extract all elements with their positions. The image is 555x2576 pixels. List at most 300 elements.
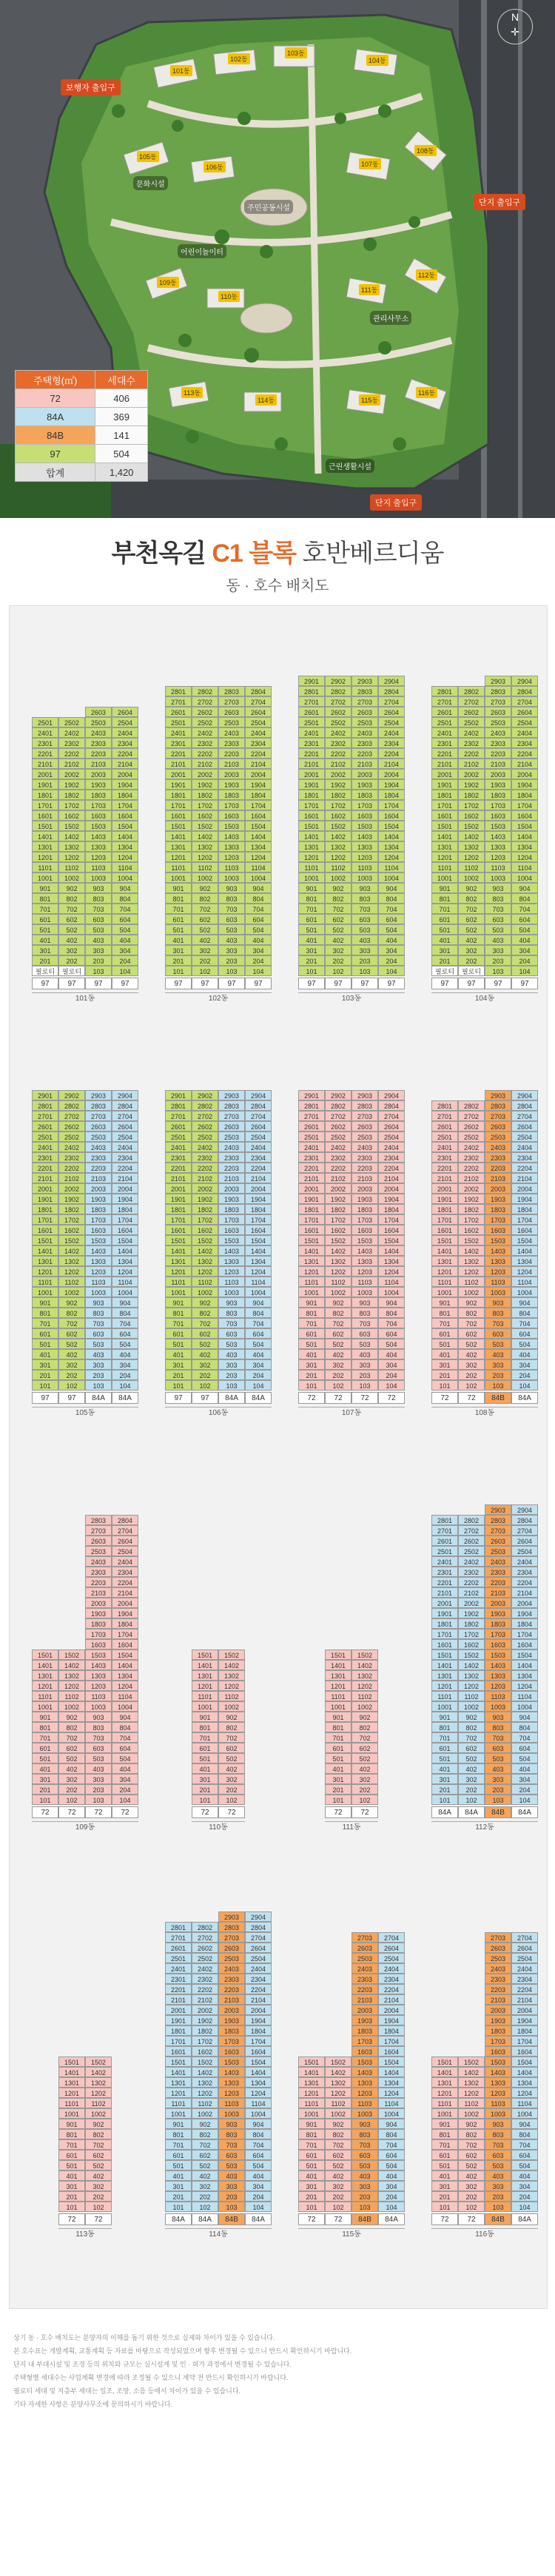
unit-cell: 1603 [218, 1225, 245, 1235]
unit-cell: 2003 [485, 2005, 511, 2015]
unit-cell: 702 [85, 2139, 112, 2150]
unit-cell: 2002 [325, 1183, 352, 1194]
unit-cell: 704 [112, 1318, 138, 1328]
unit-cell: 2304 [245, 1974, 272, 1984]
unit-cell: 103 [218, 966, 245, 976]
unit-cell: 704 [245, 2139, 272, 2150]
unit-cell: 1001 [58, 2108, 85, 2119]
unit-cell: 1802 [458, 790, 485, 800]
unit-cell: 104 [112, 1795, 138, 1805]
unit-cell: 501 [58, 2160, 85, 2170]
unit-cell: 902 [325, 883, 352, 893]
unit-cell: 1202 [325, 1266, 352, 1277]
unit-cell: 1701 [298, 1214, 325, 1225]
unit-cell: 403 [485, 935, 511, 945]
unit-cell: 1301 [431, 841, 458, 852]
unit-cell: 1604 [112, 1225, 138, 1235]
unit-cell: 2004 [511, 1598, 538, 1608]
unit-cell: 2004 [511, 769, 538, 779]
unit-cell: 1903 [485, 1194, 511, 1204]
unit-cell: 1501 [431, 2057, 458, 2067]
unit-cell: 604 [378, 914, 405, 924]
unit-cell: 103 [485, 966, 511, 976]
unit-cell: 2102 [325, 759, 352, 769]
unit-cell: 102 [325, 2202, 352, 2212]
unit-cell: 2103 [352, 1173, 378, 1183]
unit-cell: 604 [112, 914, 138, 924]
unit-cell: 803 [352, 2129, 378, 2139]
unit-cell: 802 [58, 1722, 85, 1732]
unit-cell: 402 [325, 1349, 352, 1359]
unit-cell: 701 [298, 2139, 325, 2150]
unit-cell: 1601 [298, 1225, 325, 1235]
unit-cell: 1804 [112, 1204, 138, 1214]
unit-cell: 1603 [352, 1225, 378, 1235]
building-name: 103동 [298, 992, 405, 1006]
unit-cell: 2901 [165, 1090, 192, 1100]
unit-cell: 1801 [32, 790, 58, 800]
unit-cell: 1404 [245, 831, 272, 841]
unit-cell: 1904 [378, 779, 405, 790]
unit-cell: 703 [218, 2139, 245, 2150]
unit-cell: 101 [298, 966, 325, 976]
unit-cell: 2003 [85, 769, 112, 779]
unit-cell: 1504 [245, 2057, 272, 2067]
unit-cell: 2804 [245, 686, 272, 696]
unit-cell: 1902 [458, 779, 485, 790]
unit-cell: 2703 [218, 696, 245, 707]
unit-cell: 1104 [245, 1277, 272, 1287]
unit-cell: 1904 [511, 2015, 538, 2025]
unit-cell: 2403 [352, 1963, 378, 1974]
unit-cell: 1704 [112, 1214, 138, 1225]
unit-cell: 1101 [192, 1691, 218, 1701]
unit-cell: 904 [511, 2119, 538, 2129]
unit-cell: 2901 [298, 676, 325, 686]
unit-cell: 2102 [325, 1173, 352, 1183]
unit-cell: 404 [245, 935, 272, 945]
unit-cell: 1102 [218, 1691, 245, 1701]
unit-cell: 2603 [218, 707, 245, 717]
unit-cell: 202 [325, 1370, 352, 1380]
unit-cell: 1101 [325, 1691, 352, 1701]
unit-cell: 704 [245, 904, 272, 914]
unit-cell: 1003 [352, 2108, 378, 2119]
unit-cell: 1803 [485, 2025, 511, 2036]
unit-cell: 2702 [58, 1111, 85, 1121]
unit-cell: 204 [112, 1784, 138, 1795]
unit-cell: 503 [218, 2160, 245, 2170]
unit-type-label: 72 [218, 1806, 245, 1818]
unit-cell: 1903 [485, 1608, 511, 1618]
unit-cell: 804 [245, 893, 272, 904]
unit-cell: 303 [352, 1359, 378, 1370]
unit-cell: 502 [458, 924, 485, 935]
unit-cell: 801 [32, 1722, 58, 1732]
unit-cell: 2301 [32, 1152, 58, 1163]
building-tag: 113동 [181, 387, 203, 398]
unit-cell: 2304 [511, 1567, 538, 1577]
unit-cell: 1703 [218, 800, 245, 810]
unit-cell: 1002 [458, 872, 485, 883]
unit-cell: 1604 [378, 2046, 405, 2057]
unit-cell: 1704 [378, 2036, 405, 2046]
unit-cell: 201 [165, 955, 192, 966]
unit-cell: 204 [378, 1370, 405, 1380]
unit-cell: 2404 [511, 1963, 538, 1974]
unit-cell: 703 [85, 1732, 112, 1743]
unit-type-label: 72 [325, 1806, 352, 1818]
unit-cell: 2501 [165, 1953, 192, 1963]
unit-cell: 1103 [85, 1277, 112, 1287]
unit-cell: 301 [298, 2181, 325, 2191]
unit-cell: 1501 [165, 1235, 192, 1245]
unit-cell: 1301 [32, 841, 58, 852]
unit-cell: 2303 [218, 738, 245, 748]
unit-cell: 2301 [165, 1152, 192, 1163]
unit-cell: 1401 [298, 1245, 325, 1256]
unit-cell: 303 [218, 945, 245, 955]
unit-cell: 701 [192, 1732, 218, 1743]
unit-cell: 2303 [352, 738, 378, 748]
unit-cell: 1001 [32, 872, 58, 883]
unit-cell: 2903 [485, 676, 511, 686]
unit-cell: 2803 [218, 1100, 245, 1111]
unit-cell: 2501 [32, 717, 58, 727]
unit-cell: 1002 [218, 1701, 245, 1712]
unit-cell: 1503 [85, 1235, 112, 1245]
unit-cell: 601 [32, 1328, 58, 1339]
unit-cell: 1302 [192, 841, 218, 852]
unit-cell: 1402 [58, 831, 85, 841]
unit-cell: 2001 [165, 769, 192, 779]
unit-cell: 1302 [458, 2077, 485, 2088]
unit-cell: 1802 [58, 790, 85, 800]
unit-cell: 201 [165, 1370, 192, 1380]
unit-cell: 302 [218, 1774, 245, 1784]
unit-cell: 404 [378, 935, 405, 945]
unit-cell: 102 [192, 966, 218, 976]
unit-cell: 2804 [511, 1515, 538, 1525]
unit-cell: 604 [511, 1328, 538, 1339]
unit-cell: 1101 [298, 862, 325, 872]
unit-cell: 803 [352, 1308, 378, 1318]
unit-cell: 901 [298, 1297, 325, 1308]
unit-cell: 103 [85, 1380, 112, 1390]
unit-cell: 2004 [378, 2005, 405, 2015]
unit-cell: 704 [378, 1318, 405, 1328]
unit-cell: 1003 [485, 1701, 511, 1712]
unit-cell: 1202 [85, 2088, 112, 2098]
unit-cell: 1504 [112, 1649, 138, 1660]
unit-cell: 102 [325, 966, 352, 976]
unit-cell: 601 [165, 1328, 192, 1339]
unit-cell: 601 [165, 914, 192, 924]
unit-cell: 1604 [378, 1225, 405, 1235]
unit-cell: 1504 [112, 1235, 138, 1245]
unit-cell: 902 [58, 883, 85, 893]
unit-cell: 2002 [58, 769, 85, 779]
unit-cell: 102 [218, 1795, 245, 1805]
unit-cell: 1204 [378, 852, 405, 862]
building-name: 109동 [32, 1821, 138, 1835]
unit-cell: 2102 [458, 759, 485, 769]
unit-cell: 101 [192, 1795, 218, 1805]
unit-cell: 2503 [85, 717, 112, 727]
unit-cell: 2202 [58, 748, 85, 759]
unit-cell: 1203 [485, 1681, 511, 1691]
unit-cell: 602 [325, 1328, 352, 1339]
unit-cell: 2403 [485, 1556, 511, 1567]
legend-total-count: 1,420 [95, 463, 148, 482]
unit-cell: 1803 [218, 790, 245, 800]
unit-cell: 1503 [352, 1235, 378, 1245]
unit-cell: 1903 [485, 779, 511, 790]
unit-cell: 502 [192, 1339, 218, 1349]
unit-cell: 201 [32, 1370, 58, 1380]
unit-cell: 1102 [352, 1691, 378, 1701]
unit-cell: 2404 [511, 1556, 538, 1567]
legend-total-label: 합계 [16, 463, 95, 482]
unit-type-label: 72 [298, 1392, 325, 1404]
unit-cell: 1202 [458, 1681, 485, 1691]
unit-cell: 1403 [352, 831, 378, 841]
unit-cell: 304 [378, 1359, 405, 1370]
unit-type-label: 97 [458, 978, 485, 989]
note-item: 주택형별 세대수는 사업계획 변경에 따라 조정될 수 있으니 계약 전 반드시 확인하시기 바랍니다. [13, 2374, 289, 2381]
unit-cell: 1504 [511, 821, 538, 831]
unit-cell: 1704 [112, 800, 138, 810]
unit-cell: 2404 [112, 727, 138, 738]
building-tag: 110동 [218, 291, 240, 302]
unit-cell: 701 [165, 1318, 192, 1328]
unit-cell: 2503 [352, 1953, 378, 1963]
unit-cell: 1301 [165, 1256, 192, 1266]
unit-cell: 703 [352, 1318, 378, 1328]
unit-cell: 1802 [192, 2025, 218, 2036]
unit-cell: 704 [511, 904, 538, 914]
unit-cell: 902 [458, 1297, 485, 1308]
unit-cell: 2903 [485, 1090, 511, 1100]
unit-cell: 2601 [431, 707, 458, 717]
unit-cell: 2704 [112, 1111, 138, 1121]
unit-cell: 502 [58, 1753, 85, 1763]
unit-cell: 201 [431, 955, 458, 966]
unit-cell: 404 [511, 1763, 538, 1774]
unit-cell: 1602 [325, 810, 352, 821]
unit-cell: 402 [458, 935, 485, 945]
unit-cell: 603 [352, 1328, 378, 1339]
unit-cell: 803 [352, 893, 378, 904]
title-suffix: 호반베르디움 [302, 539, 444, 568]
unit-cell: 401 [165, 935, 192, 945]
unit-cell: 2204 [112, 1577, 138, 1587]
unit-cell: 202 [192, 2191, 218, 2202]
unit-cell: 203 [485, 1784, 511, 1795]
unit-cell: 1303 [485, 1670, 511, 1681]
unit-cell: 2304 [112, 1152, 138, 1163]
unit-type-label: 84B [485, 1392, 511, 1404]
unit-cell: 1503 [85, 1649, 112, 1660]
unit-cell: 1302 [192, 2077, 218, 2088]
building-tag: 112동 [416, 269, 437, 280]
unit-cell: 2702 [192, 696, 218, 707]
unit-cell: 104 [112, 1380, 138, 1390]
unit-cell: 1803 [485, 790, 511, 800]
unit-cell: 1404 [112, 1245, 138, 1256]
unit-cell: 201 [58, 2191, 85, 2202]
unit-cell: 1301 [32, 1670, 58, 1681]
unit-cell: 1502 [352, 1649, 378, 1660]
unit-cell: 2001 [32, 769, 58, 779]
unit-cell: 2903 [85, 1090, 112, 1100]
unit-cell: 2301 [165, 738, 192, 748]
unit-cell: 1901 [431, 779, 458, 790]
unit-cell: 1403 [485, 1660, 511, 1670]
unit-cell: 1304 [245, 1256, 272, 1266]
unit-cell: 2102 [458, 1173, 485, 1183]
unit-cell: 1204 [378, 1266, 405, 1277]
unit-cell: 1001 [32, 1701, 58, 1712]
unit-cell: 2004 [245, 1183, 272, 1194]
unit-cell: 2904 [112, 1090, 138, 1100]
unit-cell: 1701 [32, 1214, 58, 1225]
unit-cell: 702 [325, 1318, 352, 1328]
unit-cell: 2001 [32, 1183, 58, 1194]
unit-cell: 401 [431, 935, 458, 945]
unit-cell: 303 [85, 945, 112, 955]
unit-cell: 2904 [511, 676, 538, 686]
unit-cell: 1401 [32, 1660, 58, 1670]
unit-cell: 2302 [192, 1974, 218, 1984]
unit-cell: 2203 [352, 1163, 378, 1173]
unit-cell: 2503 [218, 717, 245, 727]
unit-cell: 2903 [485, 1504, 511, 1515]
unit-cell: 1102 [192, 862, 218, 872]
unit-cell: 2002 [458, 1183, 485, 1194]
unit-cell: 1802 [458, 1618, 485, 1629]
unit-cell: 1304 [112, 1256, 138, 1266]
unit-cell: 2203 [85, 1577, 112, 1587]
unit-cell: 602 [458, 1328, 485, 1339]
unit-cell: 403 [85, 935, 112, 945]
unit-cell: 2401 [298, 1142, 325, 1152]
unit-cell: 2201 [165, 748, 192, 759]
unit-type-label: 84A [245, 1392, 272, 1404]
unit-cell: 2004 [112, 1598, 138, 1608]
unit-cell: 1404 [245, 1245, 272, 1256]
unit-cell: 1501 [32, 1649, 58, 1660]
unit-cell: 603 [218, 2150, 245, 2160]
unit-cell: 1801 [298, 790, 325, 800]
unit-cell: 2503 [218, 1131, 245, 1142]
unit-type-label: 97 [32, 1392, 58, 1404]
unit-cell: 301 [58, 2181, 85, 2191]
unit-type-label: 72 [192, 1806, 218, 1818]
unit-cell: 1804 [245, 2025, 272, 2036]
unit-cell: 1104 [245, 862, 272, 872]
unit-cell: 2101 [165, 1994, 192, 2005]
unit-cell: 903 [218, 883, 245, 893]
unit-cell: 1301 [431, 1256, 458, 1266]
unit-cell: 104 [245, 2202, 272, 2212]
unit-cell: 2202 [58, 1163, 85, 1173]
unit-cell: 603 [485, 2150, 511, 2160]
unit-cell: 2802 [192, 1100, 218, 1111]
unit-cell: 304 [378, 945, 405, 955]
unit-cell: 1303 [218, 1256, 245, 1266]
unit-cell: 2704 [112, 1525, 138, 1536]
unit-cell: 1403 [85, 1660, 112, 1670]
unit-cell: 903 [85, 883, 112, 893]
unit-cell: 301 [32, 1359, 58, 1370]
unit-cell: 1204 [511, 1681, 538, 1691]
unit-cell: 1804 [511, 1204, 538, 1214]
unit-cell: 901 [298, 883, 325, 893]
unit-cell: 701 [298, 1318, 325, 1328]
unit-cell: 1002 [352, 1701, 378, 1712]
unit-cell: 2903 [352, 676, 378, 686]
unit-cell: 2103 [352, 1994, 378, 2005]
unit-cell: 1502 [325, 1235, 352, 1245]
building-name: 114동 [165, 2228, 272, 2242]
unit-cell: 1001 [298, 872, 325, 883]
unit-cell: 904 [511, 1297, 538, 1308]
unit-cell: 204 [511, 1784, 538, 1795]
unit-cell: 2703 [485, 696, 511, 707]
unit-cell: 1503 [352, 2057, 378, 2067]
unit-cell: 1002 [325, 2108, 352, 2119]
unit-cell: 1501 [325, 1649, 352, 1660]
unit-cell: 802 [58, 893, 85, 904]
unit-cell: 503 [352, 924, 378, 935]
unit-cell: 203 [485, 2191, 511, 2202]
unit-cell: 203 [85, 1784, 112, 1795]
unit-cell: 801 [298, 893, 325, 904]
unit-cell: 2803 [352, 1100, 378, 1111]
unit-cell: 1602 [458, 1639, 485, 1649]
unit-cell: 704 [511, 2139, 538, 2150]
unit-cell: 1804 [511, 790, 538, 800]
unit-cell: 702 [192, 1318, 218, 1328]
unit-cell: 801 [431, 1308, 458, 1318]
unit-cell: 1904 [511, 779, 538, 790]
unit-cell: 1904 [112, 779, 138, 790]
building-tag: 104동 [366, 55, 388, 66]
unit-cell: 604 [245, 1328, 272, 1339]
unit-cell: 201 [298, 1370, 325, 1380]
unit-cell: 901 [192, 1712, 218, 1722]
unit-cell: 402 [325, 2170, 352, 2181]
unit-type-label: 84B [485, 1806, 511, 1818]
unit-cell: 2102 [192, 1173, 218, 1183]
unit-cell: 2603 [85, 707, 112, 717]
unit-cell: 2103 [85, 759, 112, 769]
unit-cell: 2004 [511, 1183, 538, 1194]
unit-cell: 601 [298, 914, 325, 924]
unit-cell: 1404 [511, 1660, 538, 1670]
unit-cell: 1604 [112, 810, 138, 821]
unit-cell: 2701 [431, 1111, 458, 1121]
unit-cell: 1703 [485, 1214, 511, 1225]
unit-cell: 1101 [431, 2098, 458, 2108]
unit-cell: 801 [431, 893, 458, 904]
unit-cell: 801 [431, 1722, 458, 1732]
unit-cell: 303 [218, 1359, 245, 1370]
unit-cell: 1401 [431, 2067, 458, 2077]
unit-cell: 2502 [458, 1546, 485, 1556]
unit-cell: 2201 [431, 748, 458, 759]
